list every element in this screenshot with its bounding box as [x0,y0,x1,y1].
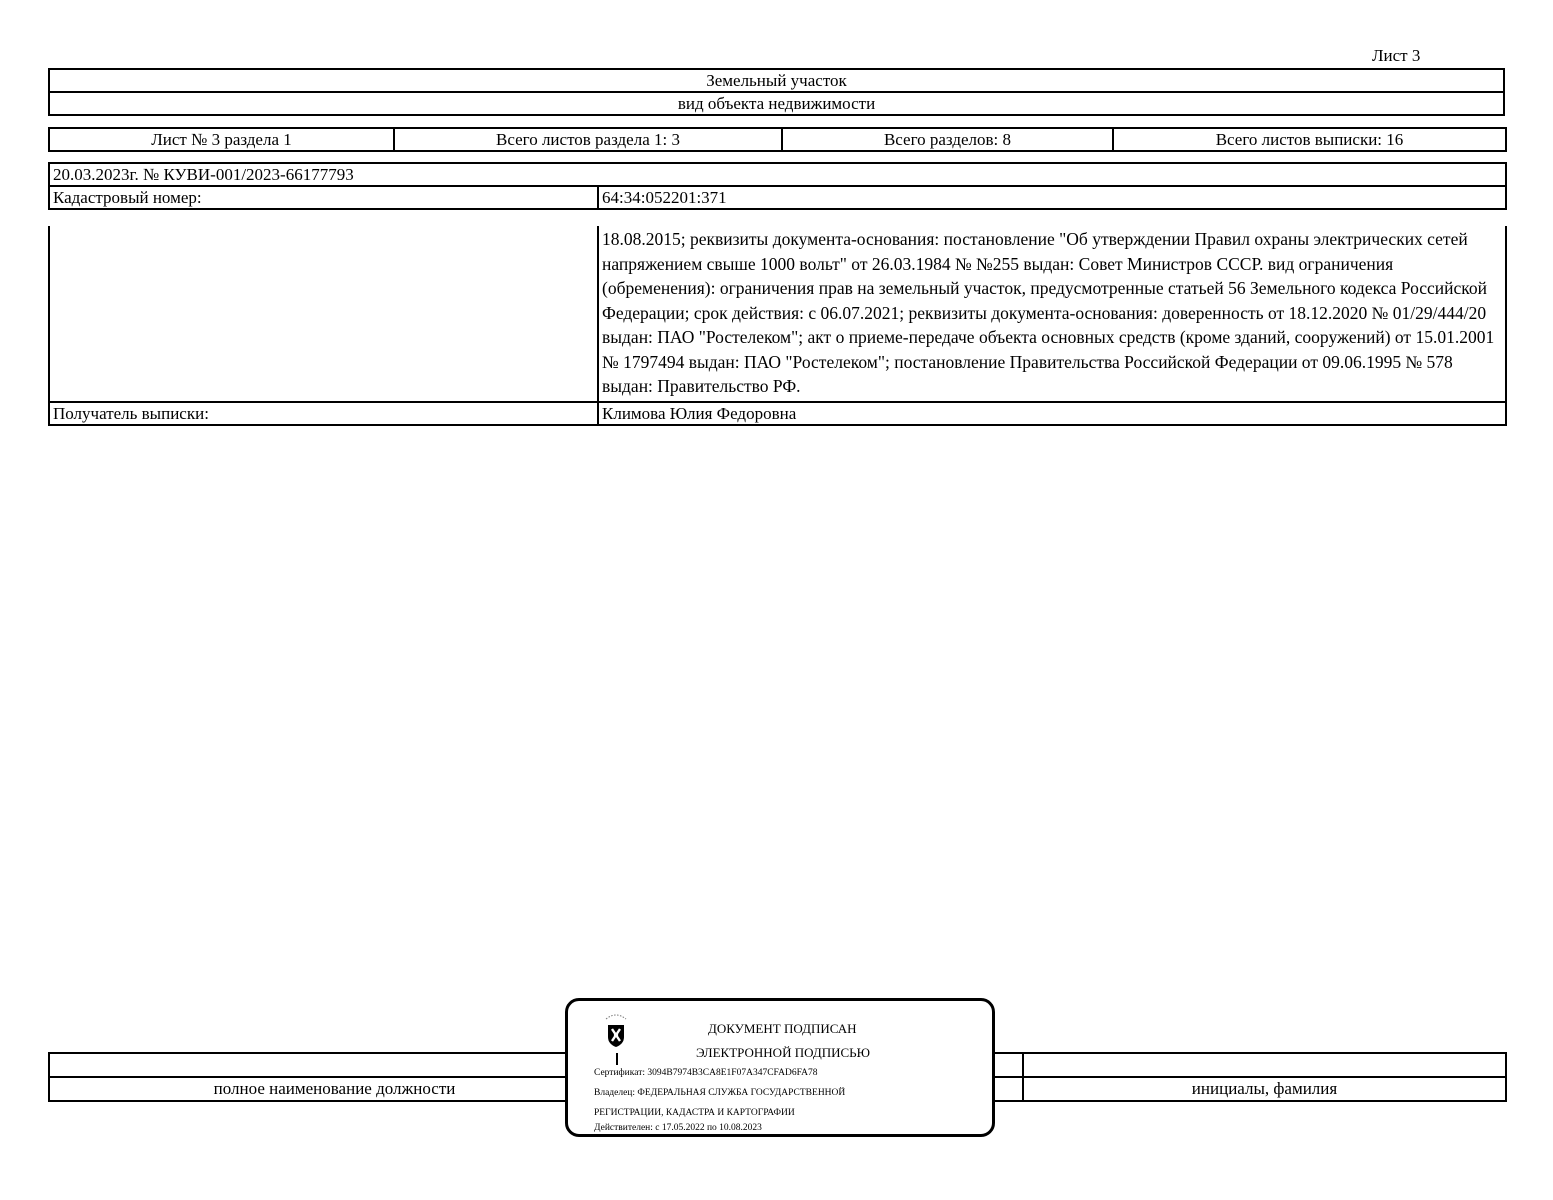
stamp-owner-line1: Владелец: ФЕДЕРАЛЬНАЯ СЛУЖБА ГОСУДАРСТВЕННОЙ [594,1088,846,1098]
position-field [49,1053,620,1077]
stamp-owner-line2: РЕГИСТРАЦИИ, КАДАСТРА И КАРТОГРАФИИ [594,1108,795,1118]
sheets-table [48,127,1507,152]
stamp-divider [616,1053,618,1065]
cadastral-label: Кадастровый номер: [49,186,598,209]
recipient-label: Получатель выписки: [49,402,598,425]
stamp-title-line2: ЭЛЕКТРОННОЙ ПОДПИСЬЮ [692,1045,874,1061]
restriction-table [48,226,1507,426]
sheet-label: Лист 3 [1372,46,1421,65]
total-extract-sheets: Всего листов выписки: 16 [1113,128,1506,151]
date-number: 20.03.2023г. № КУВИ-001/2023-66177793 [49,163,1506,186]
position-caption: полное наименование должности [49,1077,620,1101]
sheet-number: Лист № 3 раздела 1 [49,128,394,151]
name-field [1023,1053,1506,1077]
name-caption: инициалы, фамилия [1023,1077,1506,1101]
cadastral-value: 64:34:052201:371 [598,186,1506,209]
restriction-label-cell [49,226,598,402]
coat-of-arms-icon [602,1011,630,1049]
recipient-value: Климова Юлия Федоровна [598,402,1506,425]
stamp-title-line1: ДОКУМЕНТ ПОДПИСАН [708,1021,857,1036]
restriction-text: 18.08.2015; реквизиты документа-основания: постановление "Об утверждении Правил охраны электрических сетей напряжением свыше 1000 вольт" от 26.03.1984 № №255 выдан: Совет Министров СССР. вид ограничения (обременения): ограничения прав на земельный участок, предусмотренные статьей 56 Земельного кодекса Российской Федерации; срок действия: с 06.07.2021; реквизиты документа-основания: доверенность от 18.12.2020 № 01/29/444/20 выдан: ПАО "Ростелеком"; акт о приеме-передаче объекта основных средств (кроме зданий, сооружений) от 15.01.2001 № 1797494 выдан: ПАО "Ростелеком"; постановление Правительства Российской Федерации от 09.06.1995 № 578 выдан: Правительство РФ. [598,226,1506,402]
info-table [48,162,1507,210]
electronic-signature-stamp [565,998,995,1137]
total-sections: Всего разделов: 8 [782,128,1113,151]
object-kind-table [48,68,1505,116]
object-title: Земельный участок [49,69,1504,92]
object-subtitle: вид объекта недвижимости [49,92,1504,115]
stamp-certificate: Сертификат: 3094B7974B3CA8E1F07A347CFAD6FA78 [594,1068,818,1078]
stamp-validity: Действителен: с 17.05.2022 по 10.08.2023 [594,1123,762,1133]
total-section-sheets: Всего листов раздела 1: 3 [394,128,782,151]
